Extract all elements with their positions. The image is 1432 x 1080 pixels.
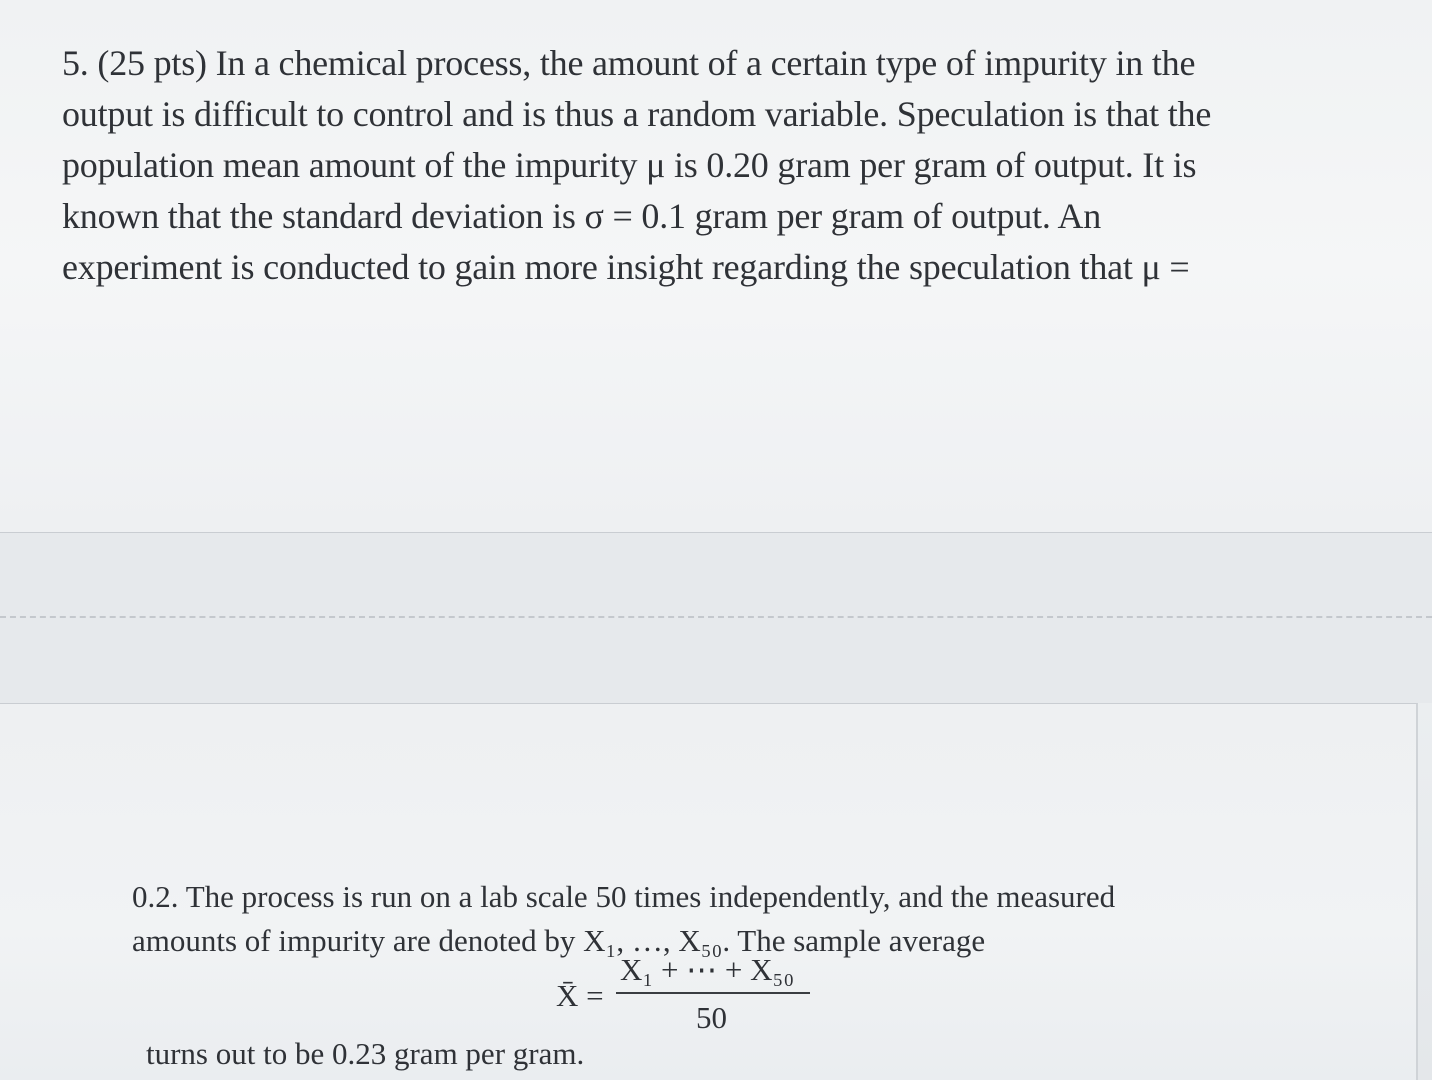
dashed-divider: [0, 616, 1432, 618]
sample-average-formula: [556, 952, 826, 1042]
subquestion-line-2: amounts of impurity are denoted by X₁, …, X₅₀. The sample average: [132, 923, 986, 958]
formula-denominator: 50: [696, 1000, 727, 1035]
formula-lhs: X̄ =: [556, 978, 604, 1013]
question-line-4: known that the standard deviation is σ = 0.1 gram per gram of output. An: [62, 196, 1102, 236]
answer-area[interactable]: [0, 533, 1432, 703]
formula-numerator: X₁ + ⋯ + X₅₀: [620, 952, 795, 987]
question-line-2: output is difficult to control and is thus a random variable. Speculation is that the: [62, 94, 1212, 134]
question-line-5: experiment is conducted to gain more insight regarding the speculation that μ =: [62, 247, 1190, 287]
question-text: [62, 38, 1302, 293]
subquestion-text: [132, 875, 1272, 963]
fraction-bar: [616, 992, 810, 994]
question-line-1: 5. (25 pts) In a chemical process, the amount of a certain type of impurity in the: [62, 43, 1196, 83]
question-line-3: population mean amount of the impurity μ is 0.20 gram per gram of output. It is: [62, 145, 1197, 185]
subquestion-tail: turns out to be 0.23 gram per gram.: [146, 1036, 585, 1071]
subquestion-line-1: 0.2. The process is run on a lab scale 50 times independently, and the measured: [132, 879, 1116, 914]
